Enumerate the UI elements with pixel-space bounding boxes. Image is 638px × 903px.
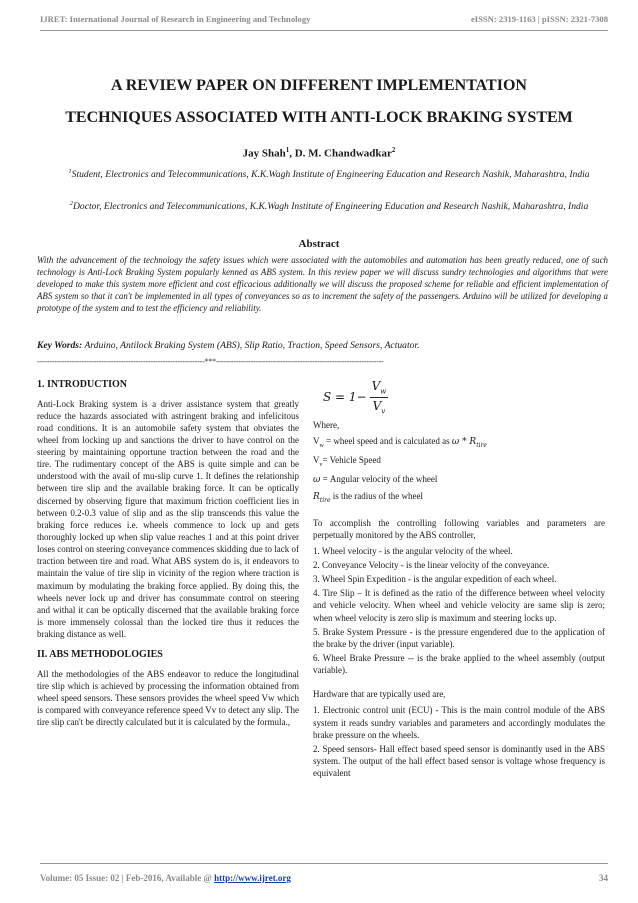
def-r-text: is the radius of the wheel [330, 490, 424, 501]
hardware-intro: Hardware that are typically used are, [313, 689, 446, 700]
footer-info [40, 873, 291, 883]
authors [0, 146, 638, 160]
def-r [313, 490, 605, 505]
def-vw-text: = wheel speed and is calculated as [323, 435, 452, 446]
slip-formula [323, 378, 605, 417]
variable-item: 3. Wheel Spin Expedition - is the angular expedition of each wheel. [313, 574, 557, 585]
formula-num-v: V [371, 379, 381, 393]
author-1-sup: 1 [285, 146, 290, 154]
variable-item: 6. Wheel Brake Pressure -- is the brake applied to the wheel assembly (output variable). [313, 653, 605, 676]
hardware-item: 1. Electronic control unit (ECU) - This is the main control module of the ABS system it reads sundry variables and parameters and accordingly modulates the brake pressure on the wheels. [313, 705, 605, 740]
keywords [37, 340, 608, 351]
affiliation-2-sup: 2 [69, 200, 73, 207]
def-vv-sub: v [319, 461, 323, 468]
journal-name: IJRET: International Journal of Research in Engineering and Technology [40, 14, 311, 24]
variable-item: 4. Tire Slip – It is defined as the ratio of the difference between wheel velocity and vehicle velocity. When wheel and vehicle velocity are same slip is zero; when wheel velocity is zero slip is maximum and steering locks up. [313, 588, 605, 623]
issn: eISSN: 2319-1163 | pISSN: 2321-7308 [470, 14, 608, 24]
author-2-sup: 2 [391, 146, 396, 154]
formula-den-sub: v [381, 407, 386, 416]
affiliation-2 [60, 200, 598, 214]
def-r-sub: tire [319, 496, 331, 504]
footer-rule [40, 863, 608, 864]
def-vw-expr: ω * R [451, 436, 477, 447]
formula-fraction [370, 378, 389, 417]
keywords-text: Arduino, Antilock Braking System (ABS), Slip Ratio, Traction, Speed Sensors, Actuator. [82, 340, 420, 351]
variable-item: 5. Brake System Pressure - is the pressure engendered due to the application of the brake by the driver (input variable). [313, 626, 605, 649]
variable-item: 2. Conveyance Velocity - is the linear velocity of the conveyance. [313, 560, 550, 571]
abs-paragraph: All the methodologies of the ABS endeavor to reduce the longitudinal tire slip which is achieved by processing the information obtained from wheel speed sensors. These sensors provides the wheel speed Vw which is compared with conveyance reference speed Vv to detect any slip. The tire slip can't be directly calculated but it is calculated by the formula., [37, 668, 299, 728]
title-line-2: TECHNIQUES ASSOCIATED WITH ANTI-LOCK BRAKING SYSTEM [65, 109, 573, 126]
abstract-text: With the advancement of the technology the safety issues which were associated with the automobiles and automation has been greatly reduced, one of such technology is Anti-Lock Braking System popularly kenned as ABS system. In this review paper we will discuss sundry technologies and algorithms that were developed to make this system more efficient and cost efficacious additionally we will discuss the proposed scheme for reliable and efficient implementation of ABS system so that it can't be implemented in all types of conveyances so as to increment the safety of the passengers. Arduino will be utilized for developing a prototype of the system and to test the efficiency and reliability. [37, 255, 608, 314]
title-line-1: A REVIEW PAPER ON DIFFERENT IMPLEMENTATION [111, 77, 527, 94]
def-r-symbol: R [313, 491, 320, 502]
def-vv-text: = Vehicle Speed [322, 454, 381, 465]
intro-paragraph: Anti-Lock Braking system is a driver assistance system that greatly reduce the hazards associated with astringent braking and infelicitous road conditions. It is an automobile safety system that obviates the wheel from locking up and sanctions the driver to have control on the steering by maintaining opportune traction between the road and the tire. The rudimentary concept of the ABS is quite simple and can be understood with the avail of mu-slip curve 1. It defines the relationship between tire slip and the available braking force. It can be optically discerned by observing figure that maximum friction coefficient lies in between 0.2-0.3 value of slip and as the slip transcends this value the braking force reduces i.e. wheels commence to lock up and gets thoroughly locked up when slip value reaches 1 and at this point driver loses control on steering conveyance commences skidding due to lack of traction between tire and road. What ABS system do is, it endeavors to maintain the value of tire slip in vicinity of the region where traction is maximum by modulating the braking force applied. By doing this, the wheels never lock up and driver has consummate control on steering and withal it can be optically discerned that the available braking force is more immensely colossal than the locked tire thus it reduces the braking distance as well. [37, 398, 299, 640]
separator-line: --------------------------------------------------------------------***-------------------------------------------------------------------- [37, 357, 384, 366]
author-2: D. M. Chandwadkar [294, 147, 392, 160]
def-omega-symbol: ω [313, 474, 321, 485]
def-vw-expr-sub: tire [476, 441, 487, 449]
def-vw [313, 435, 605, 450]
journal-link[interactable]: http://www.ijret.org [214, 873, 291, 883]
def-vv [313, 454, 605, 469]
author-sep: , [289, 147, 295, 160]
affiliation-1-sup: 1 [68, 168, 72, 175]
affiliation-1-text: Student, Electronics and Telecommunications, K.K.Wagh Institute of Engineering Education and Research Nashik, Maharashtra, India [71, 169, 590, 181]
formula-num-sub: w [380, 387, 387, 396]
keywords-label: Key Words: [37, 340, 83, 351]
def-omega-text: = Angular velocity of the wheel [320, 473, 438, 484]
page-header [40, 14, 608, 24]
def-omega [313, 473, 605, 486]
formula-lhs: S = 1− [323, 390, 367, 405]
affiliation-2-text: Doctor, Electronics and Telecommunications, K.K.Wagh Institute of Engineering Education and Research Nashik, Maharashtra, India [72, 201, 589, 213]
variable-item: 1. Wheel velocity - is the angular velocity of the wheel. [313, 545, 513, 556]
def-vw-symbol: V [313, 435, 320, 446]
right-column [313, 378, 605, 781]
abs-heading: II. ABS METHODOLOGIES [37, 649, 163, 661]
header-rule [40, 30, 608, 31]
formula-numerator [370, 378, 389, 398]
page-number: 34 [599, 873, 608, 883]
variables-intro: To accomplish the controlling following variables and parameters are perpetually monitored by the ABS controller, [313, 517, 605, 540]
where-label: Where, [313, 419, 340, 430]
affiliation-1 [60, 168, 598, 182]
intro-heading: 1. INTRODUCTION [37, 379, 128, 390]
def-vw-sub: w [319, 442, 324, 449]
def-vv-symbol: V [313, 454, 320, 465]
hardware-item: 2. Speed sensors- Hall effect based speed sensor is dominantly used in the ABS system. The output of the hall effect based sensor is voltage whose frequency is equivalent [313, 743, 605, 779]
abstract-heading: Abstract [298, 238, 340, 250]
formula-den-v: V [372, 398, 382, 413]
left-column [37, 378, 299, 733]
page-footer [40, 873, 608, 883]
footer-volume: Volume: 05 Issue: 02 | Feb-2016, Available @ [40, 873, 215, 883]
author-1: Jay Shah [242, 147, 286, 160]
formula-denominator [373, 398, 386, 417]
